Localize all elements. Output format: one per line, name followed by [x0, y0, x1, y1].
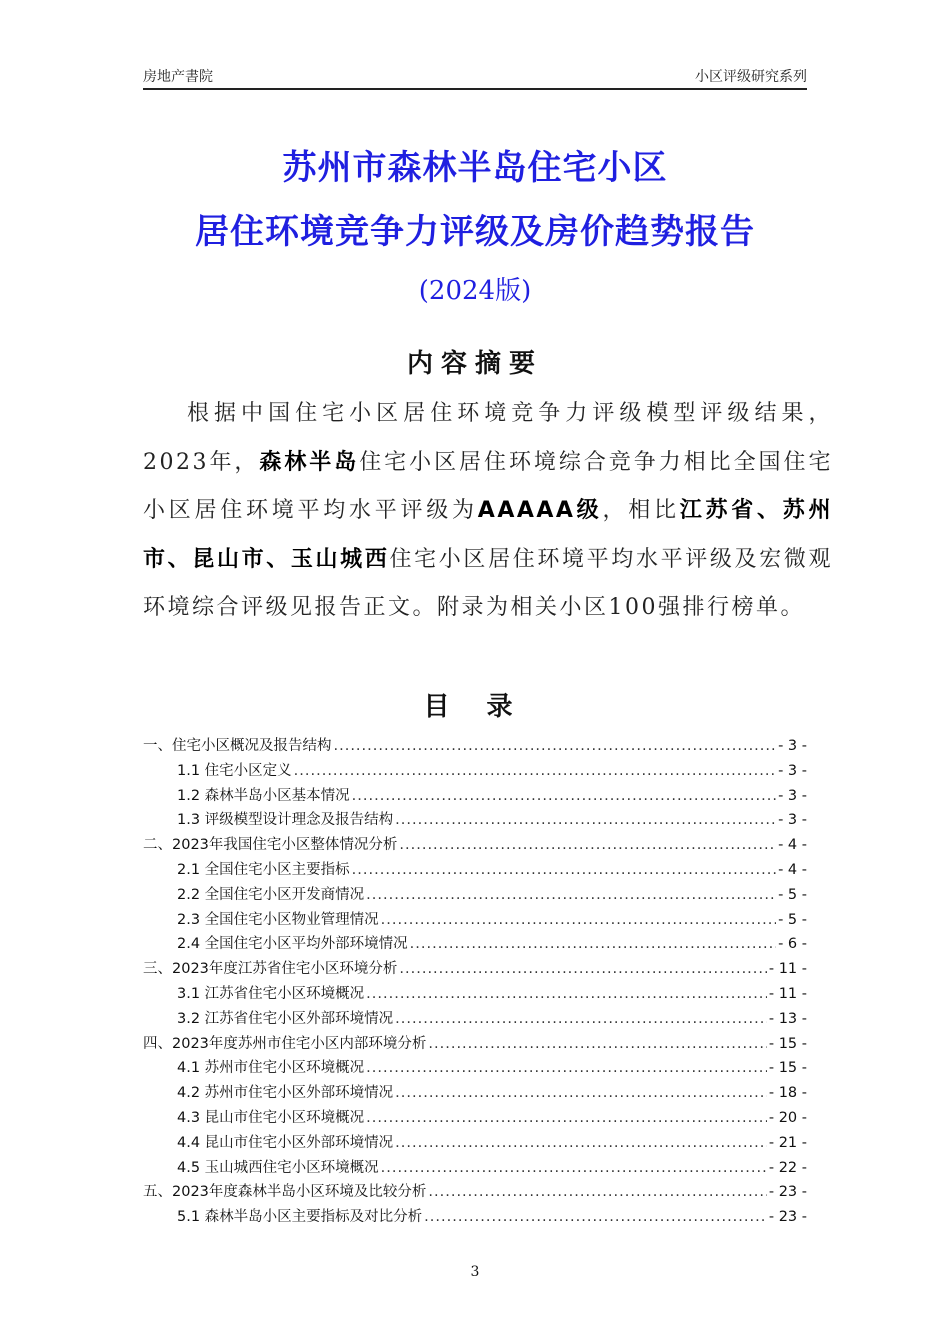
toc-leader-dots	[366, 986, 767, 1002]
toc-entry-page[interactable]: - 15 -	[768, 1035, 807, 1052]
abstract-body	[143, 390, 833, 633]
toc-entry[interactable]	[143, 759, 807, 784]
toc-leader-dots	[381, 1160, 767, 1176]
header-series: 小区评级研究系列	[695, 69, 807, 85]
toc-entry-label[interactable]: 1.1 住宅小区定义	[177, 762, 292, 779]
toc-entry-label[interactable]: 1.3 评级模型设计理念及报告结构	[177, 812, 394, 829]
toc-entry-label[interactable]: 4.5 玉山城西住宅小区环境概况	[177, 1159, 379, 1176]
toc-entry-page[interactable]: - 4 -	[778, 837, 807, 854]
abstract-heading: 内容摘要	[406, 349, 543, 379]
toc-entry-page[interactable]: - 3 -	[778, 738, 807, 754]
toc-entry-label[interactable]: 2.1 全国住宅小区主要指标	[177, 861, 350, 878]
header-divider	[143, 88, 807, 90]
toc-leader-dots	[424, 1209, 767, 1225]
toc-leader-dots	[366, 1110, 767, 1126]
toc-entry-label[interactable]: 2.3 全国住宅小区物业管理情况	[177, 911, 379, 928]
abstract-emphasis: 森林半岛	[259, 449, 360, 475]
toc-entry-label[interactable]: 5.1 森林半岛小区主要指标及对比分析	[177, 1209, 423, 1226]
toc-entry[interactable]	[143, 833, 807, 858]
abstract-paragraph	[143, 390, 833, 633]
toc-leader-dots	[334, 738, 777, 754]
toc-entry-page[interactable]: - 4 -	[778, 861, 807, 878]
abstract-text: 住宅小区居住环境平均水平评级及宏微观环境综合评级见报告正文。附录为相关小区100强排行榜单。	[143, 546, 833, 620]
toc-entry[interactable]	[143, 784, 807, 809]
toc-entry-page[interactable]: - 5 -	[778, 886, 807, 903]
toc-entry[interactable]	[143, 1032, 807, 1057]
toc-entry-label[interactable]: 4.3 昆山市住宅小区环境概况	[177, 1109, 365, 1126]
toc-entry-label[interactable]: 2.2 全国住宅小区开发商情况	[177, 886, 365, 903]
report-title-line-1: 苏州市森林半岛住宅小区	[282, 148, 668, 188]
table-of-contents	[143, 734, 807, 1230]
toc-entry[interactable]	[143, 1205, 807, 1230]
toc-entry[interactable]	[143, 932, 807, 957]
toc-entry-label[interactable]: 四、2023年度苏州市住宅小区内部环境分析	[143, 1035, 427, 1052]
toc-entry-label[interactable]: 三、2023年度江苏省住宅小区环境分析	[143, 961, 398, 978]
toc-entry-label[interactable]: 1.2 森林半岛小区基本情况	[177, 787, 350, 804]
abstract-text: 根据中国住宅小区居住环境竞争力评级模型评级结果，2023年，	[143, 401, 833, 475]
toc-entry-page[interactable]: - 23 -	[768, 1209, 807, 1226]
toc-entry-page[interactable]: - 11 -	[768, 961, 807, 978]
toc-leader-dots	[381, 912, 776, 928]
toc-entry-page[interactable]: - 22 -	[768, 1159, 807, 1176]
toc-entry-page[interactable]: - 6 -	[778, 936, 807, 953]
toc-entry-page[interactable]: - 23 -	[768, 1184, 807, 1201]
page-number: 3	[470, 1264, 480, 1280]
toc-entry[interactable]	[143, 1131, 807, 1156]
toc-entry[interactable]	[143, 883, 807, 908]
toc-leader-dots	[366, 887, 776, 903]
toc-leader-dots	[395, 1085, 767, 1101]
toc-entry-page[interactable]: - 3 -	[778, 762, 807, 779]
toc-entry[interactable]	[143, 1156, 807, 1181]
toc-leader-dots	[352, 788, 776, 804]
toc-entry-page[interactable]: - 3 -	[778, 787, 807, 804]
toc-entry-label[interactable]: 3.2 江苏省住宅小区外部环境情况	[177, 1010, 394, 1027]
toc-entry[interactable]	[143, 1081, 807, 1106]
toc-leader-dots	[428, 1184, 766, 1200]
toc-entry-page[interactable]: - 21 -	[768, 1134, 807, 1151]
toc-entry-page[interactable]: - 11 -	[768, 985, 807, 1002]
toc-heading: 目 录	[423, 692, 527, 722]
toc-entry-label[interactable]: 4.2 苏州市住宅小区外部环境情况	[177, 1085, 394, 1102]
report-edition: (2024版)	[418, 276, 532, 306]
abstract-text: ，相比	[602, 498, 680, 523]
toc-leader-dots	[399, 961, 766, 977]
header-publisher: 房地产書院	[143, 69, 213, 85]
toc-entry-page[interactable]: - 20 -	[768, 1109, 807, 1126]
toc-entry-label[interactable]: 4.1 苏州市住宅小区环境概况	[177, 1060, 365, 1077]
abstract-emphasis: AAAAA级	[477, 498, 603, 523]
abstract-text: 住宅小区居住环境综合竞争力相比全国住宅小区居住环境平均水平评级为	[143, 449, 833, 523]
running-header	[143, 66, 807, 88]
toc-entry[interactable]	[143, 1007, 807, 1032]
toc-leader-dots	[366, 1060, 767, 1076]
toc-entry-page[interactable]: - 13 -	[768, 1010, 807, 1027]
toc-entry-page[interactable]: - 15 -	[768, 1060, 807, 1077]
toc-entry[interactable]	[143, 858, 807, 883]
toc-entry-label[interactable]: 3.1 江苏省住宅小区环境概况	[177, 985, 365, 1002]
toc-entry[interactable]	[143, 734, 807, 759]
toc-entry-label[interactable]: 一、住宅小区概况及报告结构	[143, 738, 332, 754]
toc-entry[interactable]	[143, 908, 807, 933]
toc-entry[interactable]	[143, 1180, 807, 1205]
report-title-line-2: 居住环境竞争力评级及房价趋势报告	[195, 212, 755, 252]
toc-entry-label[interactable]: 2.4 全国住宅小区平均外部环境情况	[177, 936, 408, 953]
toc-entry-page[interactable]: - 5 -	[778, 911, 807, 928]
toc-entry-label[interactable]: 二、2023年我国住宅小区整体情况分析	[143, 837, 398, 854]
toc-leader-dots	[410, 936, 776, 952]
toc-entry-label[interactable]: 五、2023年度森林半岛小区环境及比较分析	[143, 1184, 427, 1201]
toc-entry-page[interactable]: - 18 -	[768, 1085, 807, 1102]
toc-leader-dots	[428, 1036, 766, 1052]
toc-entry[interactable]	[143, 957, 807, 982]
toc-entry[interactable]	[143, 1106, 807, 1131]
toc-entry-page[interactable]: - 3 -	[778, 812, 807, 829]
toc-leader-dots	[399, 837, 776, 853]
toc-entry-label[interactable]: 4.4 昆山市住宅小区外部环境情况	[177, 1134, 394, 1151]
toc-leader-dots	[395, 812, 776, 828]
toc-leader-dots	[352, 862, 776, 878]
toc-leader-dots	[294, 763, 776, 779]
toc-entry[interactable]	[143, 982, 807, 1007]
toc-leader-dots	[395, 1135, 767, 1151]
abstract-emphasis: 江苏省、苏州市、昆山市、玉山城西	[143, 498, 833, 572]
toc-leader-dots	[395, 1011, 767, 1027]
toc-entry[interactable]	[143, 1056, 807, 1081]
toc-entry[interactable]	[143, 808, 807, 833]
